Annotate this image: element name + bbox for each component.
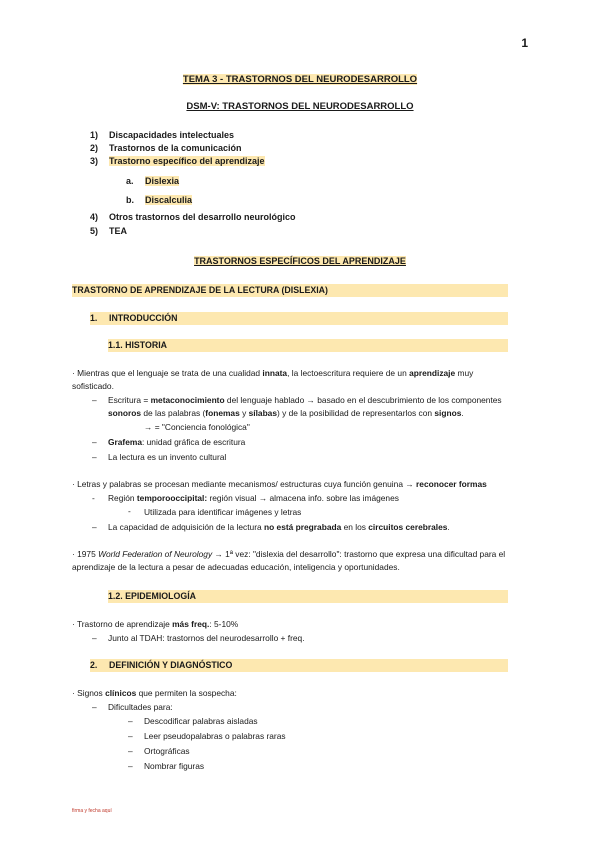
historia-heading: 1.1. HISTORIA	[108, 340, 167, 350]
heading-bar	[108, 339, 508, 352]
paragraph-cont: sofisticado.	[72, 381, 114, 391]
dash-bullet: –	[128, 731, 133, 741]
list-item: Descodificar palabras aisladas	[144, 716, 258, 726]
bullet-text: Junto al TDAH: trastornos del neurodesarrollo + freq.	[108, 633, 305, 643]
list-item: a. Dislexia	[126, 176, 180, 186]
bullet-subtext: Utilizada para identificar imágenes y letras	[144, 507, 302, 517]
page-title: TEMA 3 - TRASTORNOS DEL NEURODESARROLLO	[182, 74, 418, 85]
section-title: TRASTORNOS ESPECÍFICOS DEL APRENDIZAJE	[194, 256, 406, 266]
dash-bullet: –	[128, 746, 133, 756]
dash-bullet: –	[128, 761, 133, 771]
bullet-text: La capacidad de adquisición de la lectura no está pregrabada en los circuitos cerebrales.	[108, 522, 450, 532]
paragraph: · Trastorno de aprendizaje más freq.: 5-10%	[72, 619, 239, 629]
list-item: 5) TEA	[90, 226, 127, 236]
bullet-text: Dificultades para:	[108, 702, 173, 712]
dash-bullet: –	[92, 522, 97, 532]
paragraph: · Letras y palabras se procesan mediante mecanismos/ estructuras cuya función genuina → reconocer formas	[72, 479, 487, 489]
page-subtitle: DSM-V: TRASTORNOS DEL NEURODESARROLLO	[186, 101, 414, 112]
paragraph: · 1975 World Federation of Neurology → 1ª vez: "dislexia del desarrollo": trastorno que expresa una dificultad para el	[72, 549, 506, 559]
bullet-text: Escritura = metaconocimiento del lenguaje hablado → basado en el descubrimiento de los componentes	[108, 395, 502, 405]
epidemiologia-heading: 1.2. EPIDEMIOLOGÍA	[108, 591, 196, 601]
dash-bullet: –	[92, 452, 97, 462]
paragraph: · Signos clínicos que permiten la sospecha:	[72, 688, 237, 698]
paragraph: · Mientras que el lenguaje se trata de una cualidad innata, la lectoescritura requiere de un aprendizaje muy	[72, 368, 474, 378]
paragraph-cont: aprendizaje de la lectura a pesar de adecuadas educación, inteligencia y oportunidades.	[72, 562, 400, 572]
bullet-text-cont: sonoros de las palabras (fonemas y sílabas) y de la posibilidad de representarlos con signos.	[108, 408, 464, 418]
dyslexia-heading: TRASTORNO DE APRENDIZAJE DE LA LECTURA (DISLEXIA)	[72, 285, 328, 295]
list-item: 2) Trastornos de la comunicación	[90, 143, 242, 153]
bullet-note: → = "Conciencia fonológica"	[144, 422, 250, 432]
list-item: Ortográficas	[144, 746, 190, 756]
dash-bullet: –	[92, 437, 97, 447]
list-item: 1) Discapacidades intelectuales	[90, 130, 235, 140]
definicion-heading: 2. DEFINICIÓN Y DIAGNÓSTICO	[90, 660, 233, 670]
bullet-text: Grafema: unidad gráfica de escritura	[108, 437, 246, 447]
bullet-text: La lectura es un invento cultural	[108, 452, 227, 462]
list-item: Nombrar figuras	[144, 761, 205, 771]
list-item: Leer pseudopalabras o palabras raras	[144, 731, 286, 741]
dash-bullet: –	[128, 716, 133, 726]
list-item: 4) Otros trastornos del desarrollo neurológico	[90, 212, 296, 222]
intro-heading: 1. INTRODUCCIÓN	[90, 313, 178, 323]
footer-note: firma y fecha aquí	[72, 808, 112, 814]
list-item: 3) Trastorno específico del aprendizaje	[90, 156, 265, 166]
page-number: 1	[521, 36, 528, 50]
dash-bullet: –	[92, 702, 97, 712]
dash-bullet: –	[92, 633, 97, 643]
dash-bullet: -	[128, 506, 131, 516]
dash-bullet: –	[92, 395, 97, 405]
list-item: b. Discalculia	[126, 195, 193, 205]
bullet-text: Región temporooccipital: región visual → almacena info. sobre las imágenes	[108, 493, 399, 503]
dash-bullet: -	[92, 493, 95, 503]
